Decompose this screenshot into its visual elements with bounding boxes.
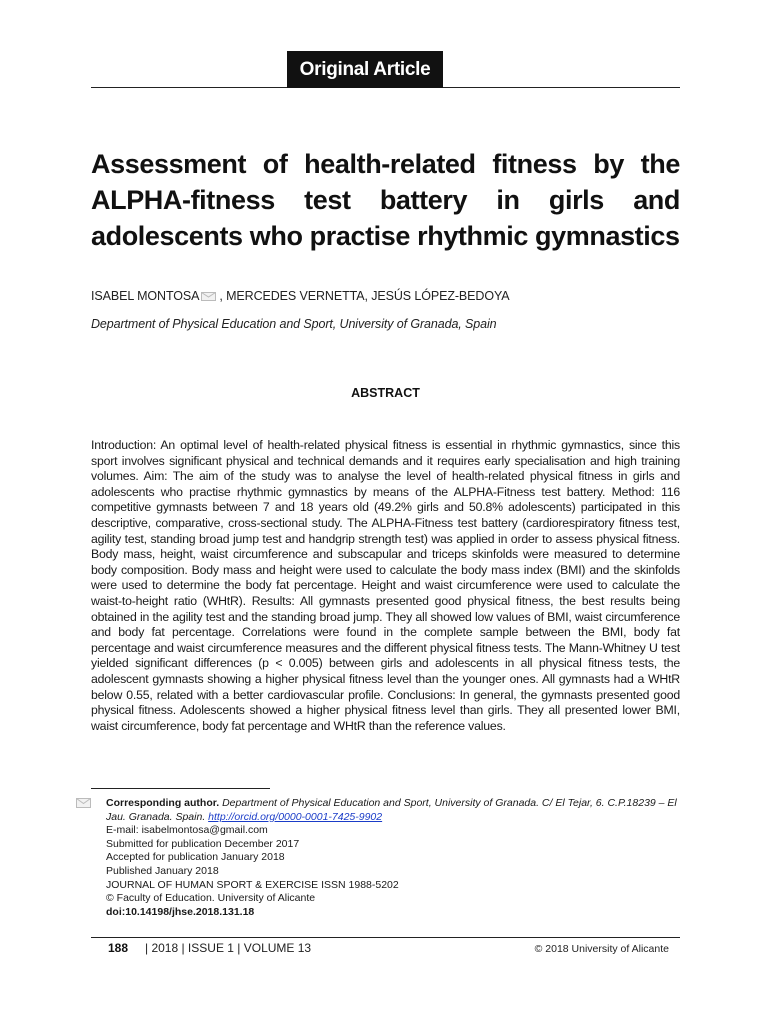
accepted-date: Accepted for publication January 2018 — [106, 851, 285, 864]
footnote-rule — [91, 788, 270, 789]
envelope-icon[interactable] — [201, 289, 216, 298]
article-title: Assessment of health-related fitness by the ALPHA-fitness test battery in girls and adolescents who practise rhythmic gymnastics — [91, 149, 680, 251]
corresponding-author-label: Corresponding author. — [106, 797, 220, 809]
article-type-badge: Original Article — [287, 51, 443, 88]
footer-copyright: © 2018 University of Alicante — [534, 943, 669, 955]
orcid-link[interactable]: http://orcid.org/0000-0001-7425-9902 — [208, 810, 383, 823]
faculty-copyright: © Faculty of Education. University of Alicante — [106, 892, 316, 905]
envelope-icon — [76, 798, 91, 808]
doi-link[interactable]: doi:10.14198/jhse.2018.131.18 — [106, 905, 255, 918]
abstract-heading: ABSTRACT — [351, 386, 420, 400]
journal-issn: JOURNAL OF HUMAN SPORT & EXERCISE ISSN 1988-5202 — [106, 878, 399, 891]
abstract-text: Introduction: An optimal level of health-related physical fitness is essential in rhythmic gymnastics, since this sport involves significant physical and technical demands and it requires early specialisation and high training volumes. Aim: The aim of the study was to analyse the level of health-related physical fitness in girls and adolescents who practise rhythmic gymnastics by means of the ALPHA-Fitness test battery. Method: 116 competitive gymnasts between 7 and 18 years old (49.2% girls and 50.8% adolescents) participated in this descriptive, comparative, cross-sectional study. The ALPHA-Fitness test battery (cardiorespiratory fitness test, agility test, standing broad jump test and handgrip strength test) was applied in order to assess physical fitness. Body mass, height, waist circumference and subscapular and triceps skinfolds were measured to determine body composition. Body mass and height were used to calculate the body mass index (BMI) and the skinfolds were used to determine the body fat percentage. Height and waist circumference were used to calculate the waist-to-height ratio (WHtR). Results: All gymnasts presented good physical fitness, the best results being obtained in the agility test and the standing broad jump. They all showed low values of BMI, waist circumference and body fat percentage. Correlations were found in the complete sample between the BMI, body fat percentage and waist circumference measures and the different physical fitness tests. The Mann-Whitney U test yielded significant differences (p < 0.005) between girls and adolescents in all physical fitness tests, the adolescent gymnasts showing a higher physical fitness level than the younger ones. All gymnasts had a WHtR below 0.55, related with a better cardiovascular profile. Conclusions: In general, the gymnasts presented good physical fitness. Adolescents showed a higher physical fitness level than girls. They all presented lower BMI, waist circumference, body fat percentage and WHtR than the reference values. — [91, 438, 680, 733]
corresponding-author-line — [76, 797, 682, 824]
issue-info: | 2018 | ISSUE 1 | VOLUME 13 — [145, 941, 312, 955]
footer-rule — [91, 937, 680, 938]
author-list — [91, 288, 680, 304]
author-name: ISABEL MONTOSA — [91, 289, 200, 303]
published-date: Published January 2018 — [106, 864, 219, 877]
page-number: 188 — [108, 941, 129, 955]
co-author-names: , MERCEDES VERNETTA, JESÚS LÓPEZ-BEDOYA — [219, 289, 510, 303]
email-line: E-mail: isabelmontosa@gmail.com — [106, 824, 268, 837]
corresponding-author-footnote — [76, 797, 682, 919]
submitted-date: Submitted for publication December 2017 — [106, 837, 300, 850]
author-affiliation: Department of Physical Education and Sport, University of Granada, Spain — [91, 317, 497, 331]
corresponding-author-address: Department of Physical Education and Sport, University of Granada. C/ El Tejar, 6. C.P.18239 – El Jau. Granada. Spain. — [106, 797, 677, 823]
